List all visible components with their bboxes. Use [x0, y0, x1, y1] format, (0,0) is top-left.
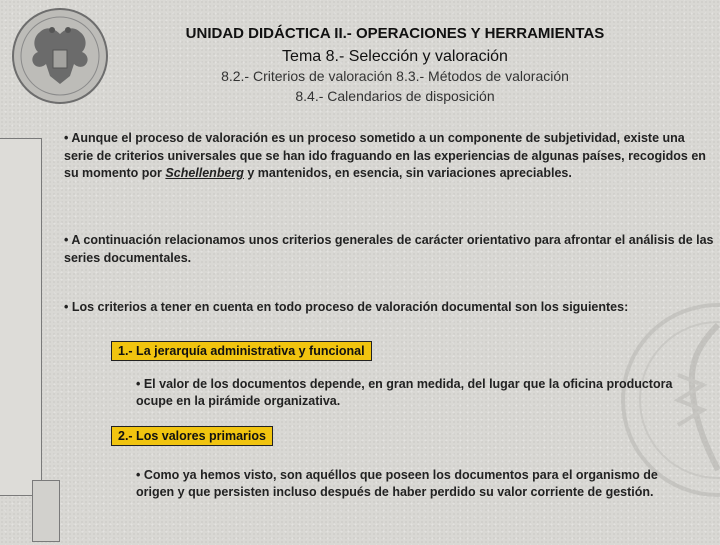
- topic-title: Tema 8.- Selección y valoración: [282, 48, 508, 65]
- criteria-intro-paragraph: • A continuación relacionamos unos criterios generales de carácter orientativo para afrontar el análisis de las series documentales.: [64, 233, 714, 265]
- criterion-1-label: 1.- La jerarquía administrativa y funcional: [111, 341, 372, 361]
- criteria-list-intro: • Los criterios a tener en cuenta en todo proceso de valoración documental son los siguientes:: [64, 300, 629, 314]
- section-list-line-1: 8.2.- Criterios de valoración 8.3.- Métodos de valoración: [221, 68, 569, 84]
- criterion-1-text: • El valor de los documentos depende, en gran medida, del lugar que la oficina productora ocupe en la pirámide organizativa.: [136, 377, 673, 408]
- left-decorative-panel: [0, 138, 42, 496]
- intro-paragraph: [64, 130, 716, 183]
- criterion-2-text: • Como ya hemos visto, son aquéllos que poseen los documentos para el organismo de origen y que persisten incluso después de haber perdido su valor corriente de gestión.: [136, 468, 658, 499]
- intro-text-end: y mantenidos, en esencia, sin variaciones apreciables.: [243, 166, 572, 180]
- section-list-line-2: 8.4.- Calendarios de disposición: [295, 88, 495, 104]
- intro-text-start: • Aunque el proceso de valoración es un proceso sometido a un componente de subjetividad, existe una serie de criterios universales que se han ido fraguando en las experiencias de algunas países, recogidos en su momento por: [64, 131, 706, 180]
- eagle-crest-icon: [10, 6, 110, 106]
- criterion-2-label: 2.- Los valores primarios: [111, 426, 273, 446]
- schellenberg-name: Schellenberg: [165, 166, 244, 180]
- left-decorative-tab: [32, 480, 60, 542]
- unit-title: UNIDAD DIDÁCTICA II.- OPERACIONES Y HERRAMIENTAS: [185, 25, 605, 42]
